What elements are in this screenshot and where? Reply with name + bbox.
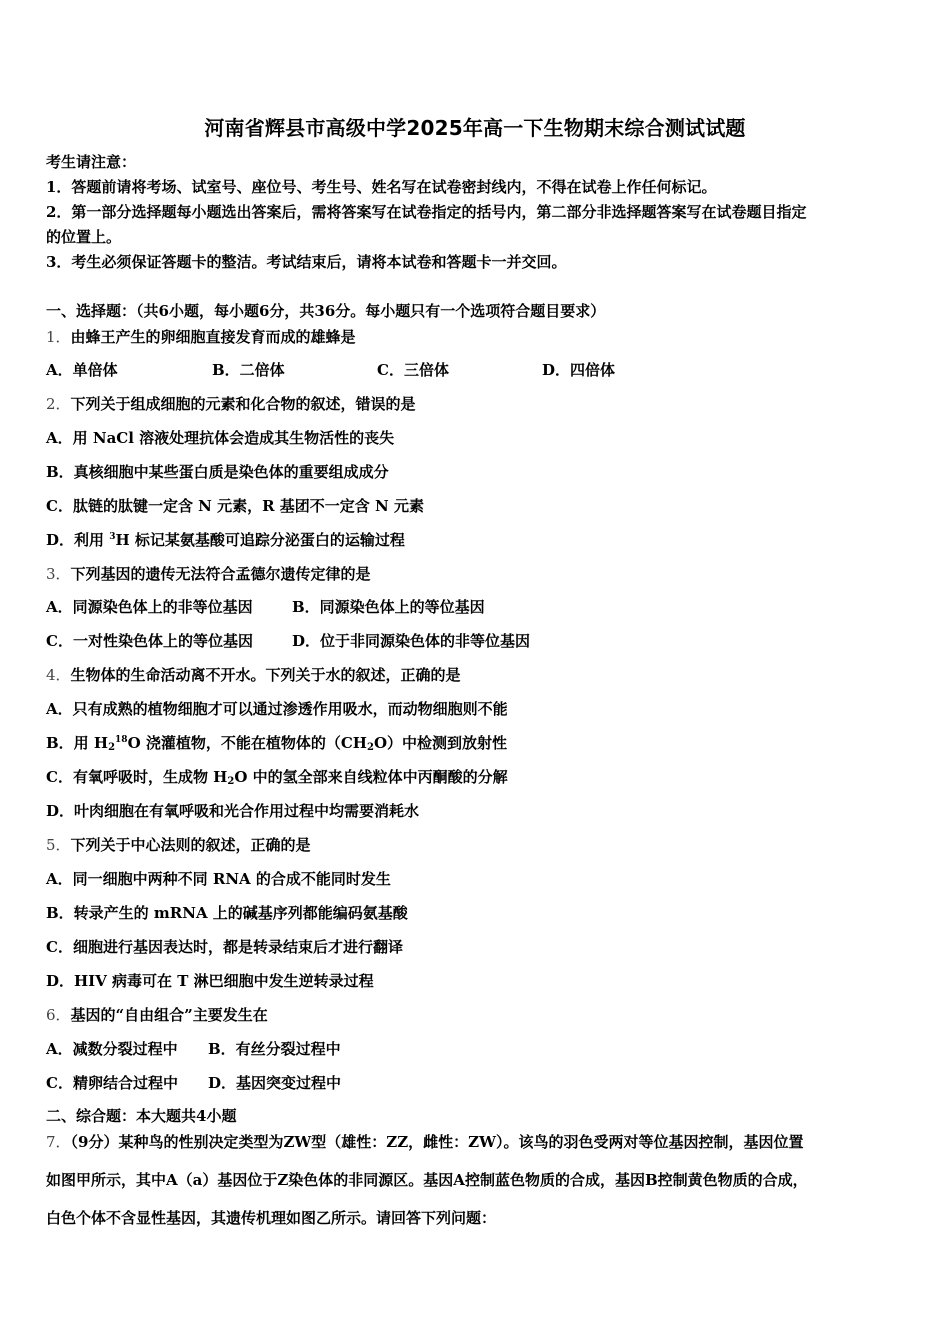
- question-7-line: 白色个体不含显性基因，其遗传机理如图乙所示。请回答下列问题：: [46, 1209, 497, 1227]
- option-text: B．用 H: [46, 734, 109, 752]
- question-4-stem: [46, 665, 461, 685]
- option-d: D．四倍体: [542, 361, 616, 379]
- option-d: D．基因突变过程中: [208, 1074, 342, 1092]
- option-c: C．细胞进行基因表达时，都是转录结束后才进行翻译: [46, 938, 403, 956]
- option-text: D．利用: [46, 531, 110, 549]
- option-c: [46, 767, 508, 787]
- notice-item: 2．第一部分选择题每小题选出答案后，需将答案写在试卷指定的括号内，第二部分非选择题答案写在试卷题目指定: [46, 203, 807, 221]
- option-b: B．有丝分裂过程中: [208, 1040, 341, 1058]
- option-text: O 中的氢全部来自线粒体中丙酮酸的分解: [234, 768, 508, 786]
- notice-item: 1．答题前请将考场、试室号、座位号、考生号、姓名写在试卷密封线内，不得在试卷上作任何标记。: [46, 178, 717, 196]
- question-number: 6．: [46, 1006, 71, 1024]
- option-text: O）中检测到放射性: [373, 734, 508, 752]
- option-a: A．用 NaCl 溶液处理抗体会造成其生物活性的丧失: [46, 429, 395, 447]
- option-c: C．肽链的肽键一定含 N 元素，R 基团不一定含 N 元素: [46, 497, 424, 515]
- notice-item: 的位置上。: [46, 228, 122, 246]
- subscript: 2: [108, 742, 116, 753]
- option-b: B．真核细胞中某些蛋白质是染色体的重要组成成分: [46, 463, 389, 481]
- option-a: A．同源染色体上的非等位基因: [46, 598, 253, 616]
- option-d: [46, 530, 405, 550]
- section-heading: 一、选择题：（共6小题，每小题6分，共36分。每小题只有一个选项符合题目要求）: [46, 302, 606, 320]
- question-6-stem: [46, 1005, 268, 1025]
- question-1-stem: [46, 327, 356, 347]
- question-text: 由蜂王产生的卵细胞直接发育而成的雄蜂是: [70, 328, 356, 346]
- option-a: A．减数分裂过程中: [46, 1040, 178, 1058]
- question-3-stem: [46, 564, 371, 584]
- option-d: D．叶肉细胞在有氧呼吸和光合作用过程中均需要消耗水: [46, 802, 420, 820]
- subscript: 2: [366, 742, 374, 753]
- question-5-stem: [46, 835, 311, 855]
- question-2-stem: [46, 394, 416, 414]
- option-b: B．转录产生的 mRNA 上的碱基序列都能编码氨基酸: [46, 904, 408, 922]
- notice-item: 3．考生必须保证答题卡的整洁。考试结束后，请将本试卷和答题卡一并交回。: [46, 253, 567, 271]
- question-text: 基因的“自由组合”主要发生在: [70, 1006, 268, 1024]
- option-c: C．精卵结合过程中: [46, 1074, 178, 1092]
- option-a: A．同一细胞中两种不同 RNA 的合成不能同时发生: [46, 870, 391, 888]
- question-text: 下列关于中心法则的叙述，正确的是: [70, 836, 311, 854]
- option-text: C．有氧呼吸时，生成物 H: [46, 768, 228, 786]
- option-a: A．只有成熟的植物细胞才可以通过渗透作用吸水，而动物细胞则不能: [46, 700, 508, 718]
- question-7-line: 如图甲所示，其中A（a）基因位于Z染色体的非同源区。基因A控制蓝色物质的合成，基因B控制黄色物质的合成，: [46, 1171, 808, 1189]
- subscript: 2: [227, 776, 235, 787]
- section-heading: 二、综合题：本大题共4小题: [46, 1107, 237, 1125]
- option-text: H 标记某氨基酸可追踪分泌蛋白的运输过程: [115, 531, 405, 549]
- option-a: A．单倍体: [46, 361, 118, 379]
- question-number: 3．: [46, 565, 71, 583]
- question-number: 7．: [46, 1133, 71, 1151]
- option-b: [46, 733, 507, 753]
- notice-heading: 考生请注意：: [46, 153, 137, 171]
- option-b: B．二倍体: [212, 361, 285, 379]
- question-text: （9分）某种鸟的性别决定类型为ZW型（雄性：ZZ，雌性：ZW）。该鸟的羽色受两对等位基因控制，基因位置: [70, 1133, 804, 1151]
- option-b: B．同源染色体上的等位基因: [292, 598, 485, 616]
- question-number: 2．: [46, 395, 71, 413]
- question-text: 下列基因的遗传无法符合孟德尔遗传定律的是: [70, 565, 371, 583]
- question-number: 4．: [46, 666, 71, 684]
- option-d: D．HIV 病毒可在 T 淋巴细胞中发生逆转录过程: [46, 972, 374, 990]
- question-number: 5．: [46, 836, 71, 854]
- question-text: 生物体的生命活动离不开水。下列关于水的叙述，正确的是: [70, 666, 461, 684]
- page-title: 河南省辉县市高级中学2025年高一下生物期末综合测试试题: [204, 116, 746, 140]
- option-text: O 浇灌植物，不能在植物体的（CH: [127, 734, 367, 752]
- superscript: 3: [109, 532, 116, 542]
- question-text: 下列关于组成细胞的元素和化合物的叙述，错误的是: [70, 395, 416, 413]
- question-number: 1．: [46, 328, 71, 346]
- option-d: D．位于非同源染色体的非等位基因: [292, 632, 531, 650]
- question-7-line: [46, 1132, 803, 1152]
- superscript: 18: [115, 735, 128, 745]
- option-c: C．一对性染色体上的等位基因: [46, 632, 253, 650]
- option-c: C．三倍体: [377, 361, 449, 379]
